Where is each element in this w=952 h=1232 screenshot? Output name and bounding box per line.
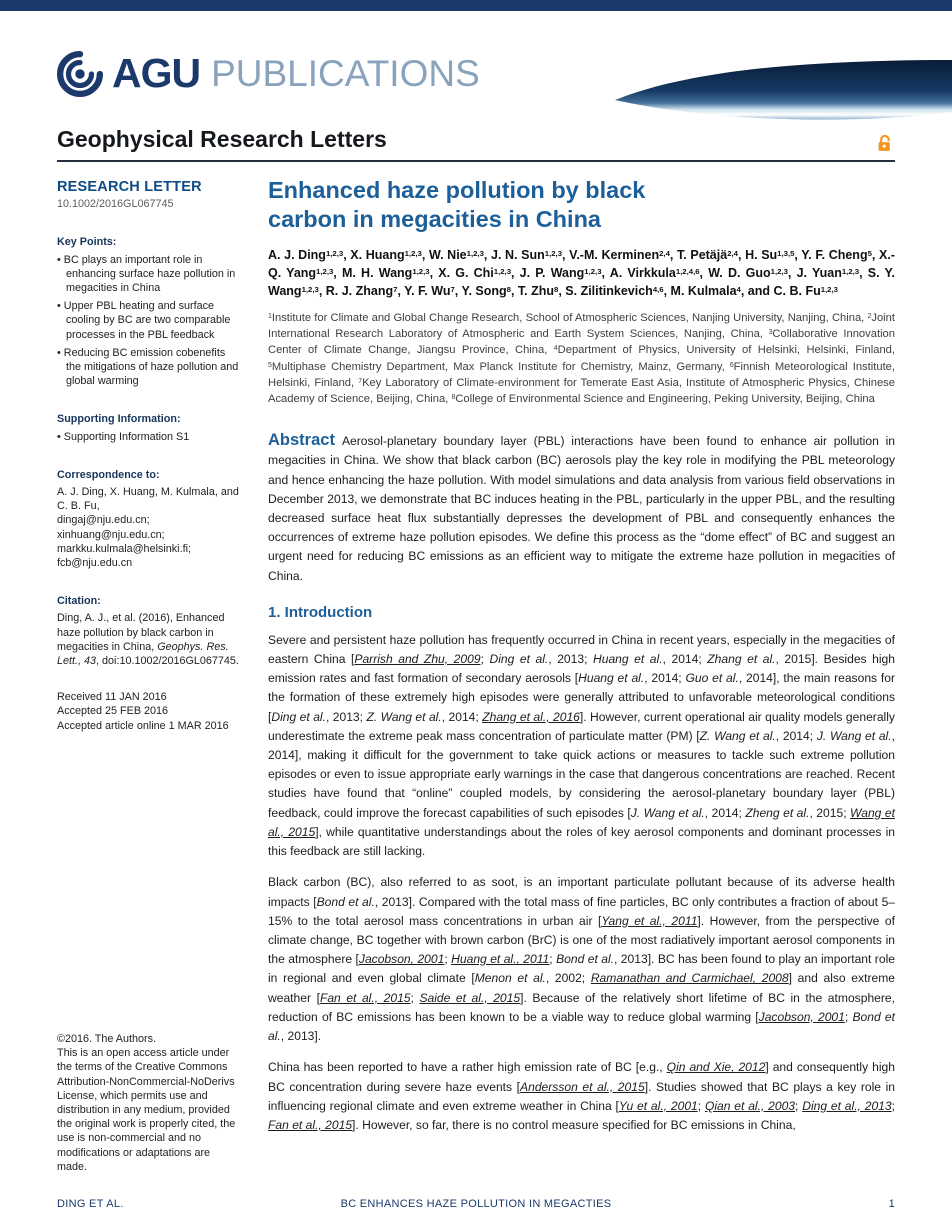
email-link[interactable]: xinhuang@nju.edu.cn; (57, 528, 165, 541)
text-segment: , S. Y. Wang (268, 266, 895, 298)
text-segment: , J. N. Sun (483, 248, 545, 262)
text-segment: ]. However, current operational air quality models generally underestimate the extreme peak mass concentration of particulate matter (PM) [ (268, 709, 895, 743)
text-segment: 1,2,3 (493, 266, 512, 276)
earth-limb-image (615, 60, 952, 124)
text-segment: ; (549, 952, 557, 967)
text-segment: 1,2,3 (544, 248, 563, 258)
text-segment: 1,2,3 (841, 266, 860, 276)
citation-link[interactable]: Yu et al., 2001 (618, 1098, 698, 1113)
text-segment: Collaborative Innovation Center of Climate Change, Jiangsu Province, China, (268, 328, 895, 357)
text-segment: Huang et al. (578, 671, 645, 686)
text-segment: ], while quantitative understandings about the roles of key aerosol components and dominant processes in this feedback are still lacking. (268, 824, 895, 859)
text-segment: A. J. Ding (268, 248, 326, 262)
intro-paragraph-2 (268, 873, 895, 1046)
text-segment: ; (697, 1098, 705, 1113)
text-segment: Bond et al. (268, 1009, 895, 1043)
page-footer (57, 1198, 895, 1210)
text-segment: , 2014], making it difficult for the government to take quick actions or measures to tackle such extreme pollution episodes or even to issue appropriate early warnings in the case that dangerous concentrations are reached. Recent studies have found that “online” coupled models, by considering the aerosol-planetary boundary layer (PBL) feedback, could improve the forecast capabilities of such episodes [ (268, 728, 895, 820)
text-segment: 1,2,3 (770, 266, 788, 276)
text-segment: , X.-Q. Yang (268, 248, 895, 280)
text-segment: , Y. Song (454, 284, 507, 298)
text-segment: 1,2,3 (466, 248, 484, 258)
text-segment: ]. However, so far, there is no control measure specified for BC emissions in China, (352, 1117, 796, 1132)
text-segment: 8 (451, 393, 456, 401)
text-segment: ] and consequently high BC concentration during severe haze events [ (268, 1060, 895, 1094)
citation-link[interactable]: Wang et al., 2015 (268, 805, 895, 839)
key-point-item: • Upper PBL heating and surface cooling by BC are two comparable processes in the PBL feedback (57, 299, 243, 342)
abstract-label: Abstract (268, 431, 335, 450)
email-link[interactable]: dingaj@nju.edu.cn; (57, 514, 150, 527)
citation-heading: Citation: (57, 595, 101, 608)
open-access-icon (876, 134, 895, 153)
text-segment: Geophys. Res. Lett., 43 (57, 640, 229, 668)
text-segment: , 2013; (325, 709, 367, 724)
supporting-information-heading: Supporting Information: (57, 413, 181, 426)
text-segment: J. Wang et al. (630, 805, 705, 820)
text-segment: ] and also extreme weather [ (268, 971, 895, 1005)
text-segment: , J. Yuan (787, 266, 842, 280)
text-segment: , M. Kulmala (663, 284, 737, 298)
text-segment: Department of Physics, University of Helsinki, Helsinki, Finland, (557, 344, 896, 357)
citation-text (57, 611, 243, 668)
text-segment: 1,2,4,6 (675, 266, 700, 276)
text-segment: 2,4 (659, 248, 670, 258)
correspondence-emails (57, 513, 243, 570)
text-segment: 1,2,3 (820, 284, 838, 294)
text-segment: 2 (867, 312, 872, 320)
text-segment: Zhang et al. (707, 652, 776, 667)
text-segment: , 2015; (809, 805, 851, 820)
abstract (268, 431, 895, 586)
text-segment: 2,4 (727, 248, 738, 258)
text-segment: , V.-M. Kerminen (562, 248, 660, 262)
text-segment: 1,2,3 (316, 266, 334, 276)
text-segment: , 2013]. (280, 1029, 322, 1043)
key-point-item: • BC plays an important role in enhancing surface haze pollution in megacities in China (57, 253, 243, 296)
abstract-text: Aerosol-planetary boundary layer (PBL) interactions have been found to enhance air pollution in megacities in China. We show that black carbon (BC) aerosols play the key role in modifying the PBL meteorology and hence enhancing the haze pollution. With model simulations and data analysis from various field observations in December 2013, we demonstrate that BC induces heating in the PBL, particularly in the upper PBL, and the resulting decreased surface heat flux substantially depresses the development of PBL and consequently enhances the occurrences of extreme haze pollution episodes. We define this process as the “dome effect” of BC and suggest an urgent need for reducing BC emissions as an efficient way to mitigate the extreme haze pollution in megacities of China. (268, 434, 895, 583)
correspondence-names: A. J. Ding, X. Huang, M. Kulmala, and C. B. Fu, (57, 486, 239, 513)
text-segment: ; (795, 1098, 803, 1113)
text-segment: China has been reported to have a rather high emission rate of BC [e.g., (268, 1060, 667, 1075)
text-segment: Zheng et al. (745, 805, 810, 820)
journal-header (57, 126, 895, 153)
text-segment: , 2002; (545, 971, 591, 986)
text-segment: J. Wang et al. (816, 728, 892, 743)
citation-link[interactable]: Qian et al., 2003 (704, 1098, 796, 1113)
agu-swirl-icon (57, 51, 103, 97)
text-segment: ; (480, 652, 490, 667)
text-segment: ; (891, 1098, 896, 1113)
citation-link[interactable]: Ramanathan and Carmichael, 2008 (590, 971, 789, 986)
logo-text-publications: PUBLICATIONS (211, 52, 480, 94)
text-segment: 1,2,3 (584, 266, 602, 276)
text-segment: ; (444, 952, 452, 967)
sidebar (57, 180, 243, 733)
accepted-date: Accepted 25 FEB 2016 (57, 705, 169, 718)
text-segment: , Y. F. Cheng (794, 248, 868, 262)
text-segment: 1,2,3 (301, 284, 319, 294)
copyright-block (57, 1032, 243, 1174)
text-segment: 6 (729, 361, 734, 369)
footer-page-number: 1 (888, 1198, 895, 1210)
text-segment: ]. However, from the perspective of climate change, BC together with brown carbon (BrC) is one of the most radiatively important aerosol components in the atmosphere [ (268, 913, 895, 967)
text-segment: , 2014; (704, 805, 746, 820)
text-segment: , doi:10.1002/2016GL067745. (96, 655, 239, 668)
text-segment: 7 (393, 284, 398, 294)
text-segment: Joint International Research Laboratory of Atmospheric and Earth System Sciences, Nanjing, China, (268, 312, 895, 341)
text-segment: College of Environmental Science and Engineering, Peking University, Beijing, China (455, 393, 875, 406)
header-rule (57, 160, 895, 162)
text-segment: 8 (554, 284, 559, 294)
text-segment: Key Laboratory of Climate-environment for Temerate East Asia, Institute of Atmospheric Physics, Chinese Academy of Science, Beijing, China, (268, 376, 895, 406)
text-segment: 1,2,3 (404, 248, 422, 258)
text-segment: 7 (450, 284, 455, 294)
text-segment: Finnish Meteorological Institute, Helsinki, Finland, (268, 360, 896, 389)
correspondence-heading: Correspondence to: (57, 468, 160, 481)
key-points-heading: Key Points: (57, 236, 117, 249)
text-segment: 1 (268, 312, 272, 320)
text-segment: 3 (768, 329, 773, 337)
text-segment: 5 (268, 361, 272, 369)
article-dates (57, 690, 243, 733)
copyright-notice: ©2016. The Authors. (57, 1033, 156, 1045)
text-segment: , 2013]. BC has been found to play an important role in regional and even global climate [ (268, 952, 895, 986)
text-segment: Ding et al. (271, 709, 326, 724)
article-type-label: RESEARCH LETTER (57, 179, 202, 195)
text-segment: , 2015]. Besides high emission rates and fast formation of secondary aerosols [ (268, 652, 895, 686)
text-segment: 1,2,3 (325, 248, 344, 258)
text-segment: ]. Studies showed that BC plays a key role in influencing regional climate and even extreme weather in China [ (268, 1079, 895, 1113)
authors-list (268, 246, 895, 300)
top-brand-bar (0, 0, 952, 11)
section-heading-introduction: 1. Introduction (268, 603, 373, 621)
text-segment: Z. Wang et al. (699, 728, 776, 743)
citation-link[interactable]: Jacobson, 2001 (358, 952, 445, 967)
text-segment: Severe and persistent haze pollution has frequently occurred in China in recent years, especially in the megacities of eastern China [ (268, 632, 895, 667)
text-segment: 4,6 (652, 284, 664, 294)
text-segment: , X. G. Chi (429, 266, 494, 280)
text-segment: 4 (736, 284, 741, 294)
text-segment: 5 (867, 248, 872, 258)
citation-link[interactable]: Parrish and Zhu, 2009 (354, 652, 481, 667)
doi-link[interactable]: 10.1002/2016GL067745 (57, 198, 174, 211)
text-segment: , 2014; (775, 728, 817, 743)
text-segment: ; (844, 1009, 853, 1024)
text-segment: , 2014; (662, 652, 708, 667)
text-segment: , and C. B. Fu (740, 284, 821, 298)
citation-link[interactable]: Zhang et al., 2016 (482, 709, 580, 724)
text-segment: , 2013]. Compared with the total mass of fine particles, BC only contributes a fraction of about 5–15% to the total aerosol mass concentrations in urban air [ (268, 894, 896, 928)
text-segment: Ding et al. (489, 652, 549, 667)
text-segment: , 2014; (441, 709, 483, 724)
citation-link[interactable]: Fan et al., 2015 (268, 1117, 353, 1132)
agu-publications-logo (57, 50, 480, 97)
text-segment: , M. H. Wang (333, 266, 413, 280)
text-segment: Black carbon (BC), also referred to as soot, is an important particulate pollutant because of its adverse health impacts [ (268, 875, 895, 909)
online-date: Accepted article online 1 MAR 2016 (57, 719, 229, 732)
article-body (268, 176, 895, 1147)
text-segment: , 2013; (548, 652, 593, 667)
affiliations (268, 310, 895, 407)
citation-link[interactable]: Huang et al., 2011 (451, 952, 550, 967)
text-segment: Huang et al. (593, 652, 663, 667)
text-segment: 7 (358, 377, 363, 385)
intro-paragraph-1 (268, 631, 895, 861)
text-segment: , J. P. Wang (511, 266, 585, 280)
text-segment: Institute for Climate and Global Change Research, School of Atmospheric Sciences, Nanjing University, Nanjing, China, (271, 312, 868, 324)
footer-authors: DING ET AL. (57, 1198, 124, 1210)
text-segment: , W. D. Guo (699, 266, 771, 280)
license-text: This is an open access article under the terms of the Creative Commons Attribution-NonCommercial-NoDerivs License, which permits use and distribution in any medium, provided the original work is properly cited, the use is non-commercial and no modifications or adaptations are made. (57, 1047, 236, 1173)
text-segment: , 2014; (644, 671, 686, 686)
text-segment: , 2014], the main reasons for the formation of these extremely high episodes were generally attributed to unfavorable meteorological conditions [ (268, 671, 896, 724)
citation-link[interactable]: Saide et al., 2015 (419, 990, 521, 1005)
text-segment: ; (410, 990, 420, 1005)
text-segment: , T. Zhu (510, 284, 555, 298)
text-segment: Bond et al. (316, 894, 375, 909)
received-date: Received 11 JAN 2016 (57, 691, 167, 704)
journal-title: Geophysical Research Letters (57, 126, 387, 152)
text-segment: 8 (506, 284, 511, 294)
text-segment: Guo et al. (685, 671, 739, 686)
email-link[interactable]: markku.kulmala@helsinki.fi; (57, 542, 191, 555)
citation-link[interactable]: Andersson et al., 2015 (520, 1079, 645, 1094)
text-segment: Ding, A. J., et al. (2016), Enhanced haze pollution by black carbon in megacities in China, (57, 612, 225, 653)
text-segment: , A. Virkkula (601, 266, 676, 280)
footer-running-title: BC ENHANCES HAZE POLLUTION IN MEGACTIES (340, 1198, 612, 1210)
text-segment: Menon et al. (474, 971, 546, 986)
citation-link[interactable]: Yang et al., 2011 (601, 913, 698, 928)
text-segment: , X. Huang (343, 248, 405, 262)
text-segment: 1,3,5 (777, 248, 795, 258)
text-segment: Bond et al. (556, 952, 615, 967)
text-segment: , W. Nie (421, 248, 467, 262)
citation-link[interactable]: Ding et al., 2013 (802, 1098, 892, 1113)
citation-link[interactable]: Jacobson, 2001 (758, 1009, 845, 1024)
text-segment: ]. Because of the relatively short lifetime of BC in the atmosphere, reduction of BC emissions has been known to be a viable way to reduce global warming [ (268, 990, 896, 1024)
text-segment: Multiphase Chemistry Department, Max Planck Institute for Chemistry, Mainz, Germany, (271, 360, 730, 373)
text-segment: , S. Zilitinkevich (558, 284, 653, 298)
email-link[interactable]: fcb@nju.edu.cn (57, 557, 133, 570)
text-segment: , Y. F. Wu (397, 284, 451, 298)
text-segment: 4 (553, 345, 558, 353)
intro-paragraph-3 (268, 1058, 895, 1135)
supporting-information-link[interactable]: • Supporting Information S1 (57, 430, 243, 444)
article-title: Enhanced haze pollution by black carbon in megacities in China (268, 177, 646, 232)
text-segment: 1,2,3 (412, 266, 430, 276)
text-segment: , T. Petäjä (669, 248, 728, 262)
citation-link[interactable]: Fan et al., 2015 (319, 990, 411, 1005)
text-segment: Z. Wang et al. (366, 709, 442, 724)
text-segment: , R. J. Zhang (318, 284, 394, 298)
key-point-item: • Reducing BC emission cobenefits the mitigations of haze pollution and global warming (57, 346, 243, 389)
logo-text-agu: AGU (112, 50, 201, 96)
citation-link[interactable]: Qin and Xie, 2012 (666, 1060, 766, 1075)
text-segment: , H. Su (737, 248, 778, 262)
